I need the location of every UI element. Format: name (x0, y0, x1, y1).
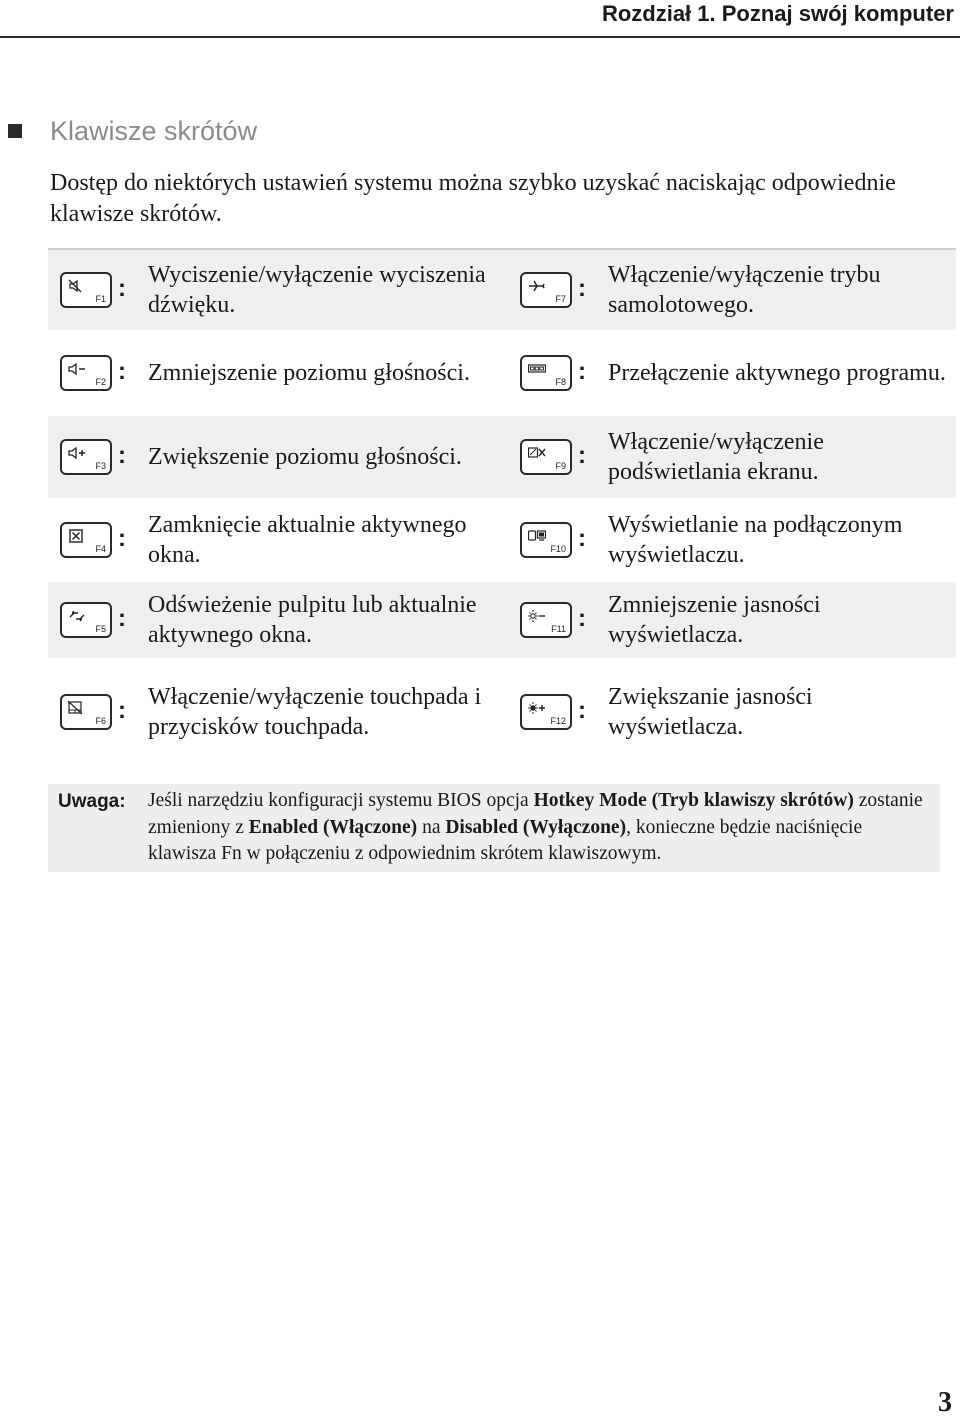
key-separator: : (118, 696, 126, 724)
hotkey-item-f9 (502, 416, 956, 498)
backlight-off-icon (528, 446, 546, 460)
key-separator: : (578, 442, 586, 469)
hotkey-description: Włączenie/wyłączenie podświetlania ekranu. (608, 429, 824, 485)
square-bullet-icon (8, 124, 22, 138)
hotkey-description: Przełączenie aktywnego programu. (608, 360, 946, 386)
f6-key: F6 (60, 694, 112, 730)
external-display-icon (528, 529, 546, 543)
key-separator: : (118, 525, 126, 552)
header-rule (0, 36, 960, 38)
key-separator: : (118, 605, 126, 632)
intro-paragraph: Dostęp do niektórych ustawień systemu można szybko uzyskać naciskając odpowiednie klawisze skrótów. (50, 170, 896, 227)
key-separator: : (578, 605, 586, 632)
hotkey-item-f12 (502, 660, 956, 763)
f1-key: F1 (60, 272, 112, 308)
key-separator: : (118, 442, 126, 469)
key-separator: : (118, 275, 126, 302)
key-separator: : (118, 358, 126, 385)
hotkey-description: Zamknięcie aktualnie aktywnego okna. (148, 512, 467, 568)
hotkey-description: Włączenie/wyłączenie touchpada i przycisków touchpada. (148, 683, 482, 740)
hotkey-item-f2 (48, 332, 502, 414)
key-separator: : (578, 275, 586, 302)
f8-key: F8 (520, 355, 572, 391)
f2-key: F2 (60, 355, 112, 391)
section-title: Klawisze skrótów (50, 115, 258, 146)
enabled-value: Enabled (Włączone) (248, 816, 418, 838)
note-text: Jeśli narzędziu konfiguracji systemu BIOS opcja Hotkey Mode (Tryb klawiszy skrótów) zostanie zmieniony z Enabled (Włączone) na Disabled (Wyłączone), konieczne będzie naciśnięcie klawisza Fn w połączeniu z odpowiednim skrótem klawiszowym. (148, 790, 923, 864)
hotkey-description: Wyciszenie/wyłączenie wyciszenia dźwięku. (148, 262, 486, 318)
brightness-down-icon (528, 609, 546, 623)
volume-up-icon (68, 446, 86, 460)
f9-key: F9 (520, 439, 572, 475)
hotkey-description: Wyświetlanie na podłączonym wyświetlaczu. (608, 512, 903, 568)
f11-key: F11 (520, 602, 572, 638)
hotkey-description: Zmniejszenie jasności wyświetlacza. (608, 592, 821, 648)
note-label: Uwaga: (58, 791, 126, 812)
hotkey-table (48, 248, 956, 763)
hotkey-item-f11 (502, 582, 956, 658)
key-separator: : (578, 525, 586, 552)
hotkey-description: Włączenie/wyłączenie trybu samolotowego. (608, 262, 881, 318)
hotkey-description: Zwiększenie poziomu głośności. (148, 444, 462, 470)
hotkey-item-f8 (502, 332, 956, 414)
hotkey-item-f1 (48, 248, 502, 330)
touchpad-toggle-icon (68, 701, 86, 715)
f5-key: F5 (60, 602, 112, 638)
hotkey-description: Odświeżenie pulpitu lub aktualnie aktywnego okna. (148, 592, 477, 648)
hotkey-item-f4 (48, 500, 502, 580)
speaker-mute-icon (68, 279, 86, 293)
f7-key: F7 (520, 272, 572, 308)
close-window-icon (68, 529, 86, 543)
switch-program-icon (528, 362, 546, 376)
key-separator: : (578, 358, 586, 385)
f12-key: F12 (520, 694, 572, 730)
hotkey-item-f5 (48, 582, 502, 658)
section-heading (8, 114, 257, 148)
brightness-up-icon (528, 701, 546, 715)
hotkey-item-f6 (48, 660, 502, 763)
bios-option-name: Hotkey Mode (Tryb klawiszy skrótów) (533, 790, 854, 811)
disabled-value: Disabled (Wyłączone) (445, 816, 627, 838)
f3-key: F3 (60, 439, 112, 475)
hotkey-item-f10 (502, 500, 956, 580)
refresh-icon (68, 609, 86, 623)
note-box (48, 784, 940, 872)
f4-key: F4 (60, 522, 112, 558)
hotkey-item-f7 (502, 248, 956, 330)
airplane-icon (528, 279, 546, 293)
hotkey-description: Zwiększanie jasności wyświetlacza. (608, 683, 813, 740)
hotkey-item-f3 (48, 416, 502, 498)
chapter-title: Rozdział 1. Poznaj swój komputer (601, 1, 954, 26)
key-separator: : (578, 696, 586, 724)
f10-key: F10 (520, 522, 572, 558)
volume-down-icon (68, 362, 86, 376)
page-number: 3 (938, 1387, 952, 1418)
hotkey-description: Zmniejszenie poziomu głośności. (148, 360, 470, 386)
